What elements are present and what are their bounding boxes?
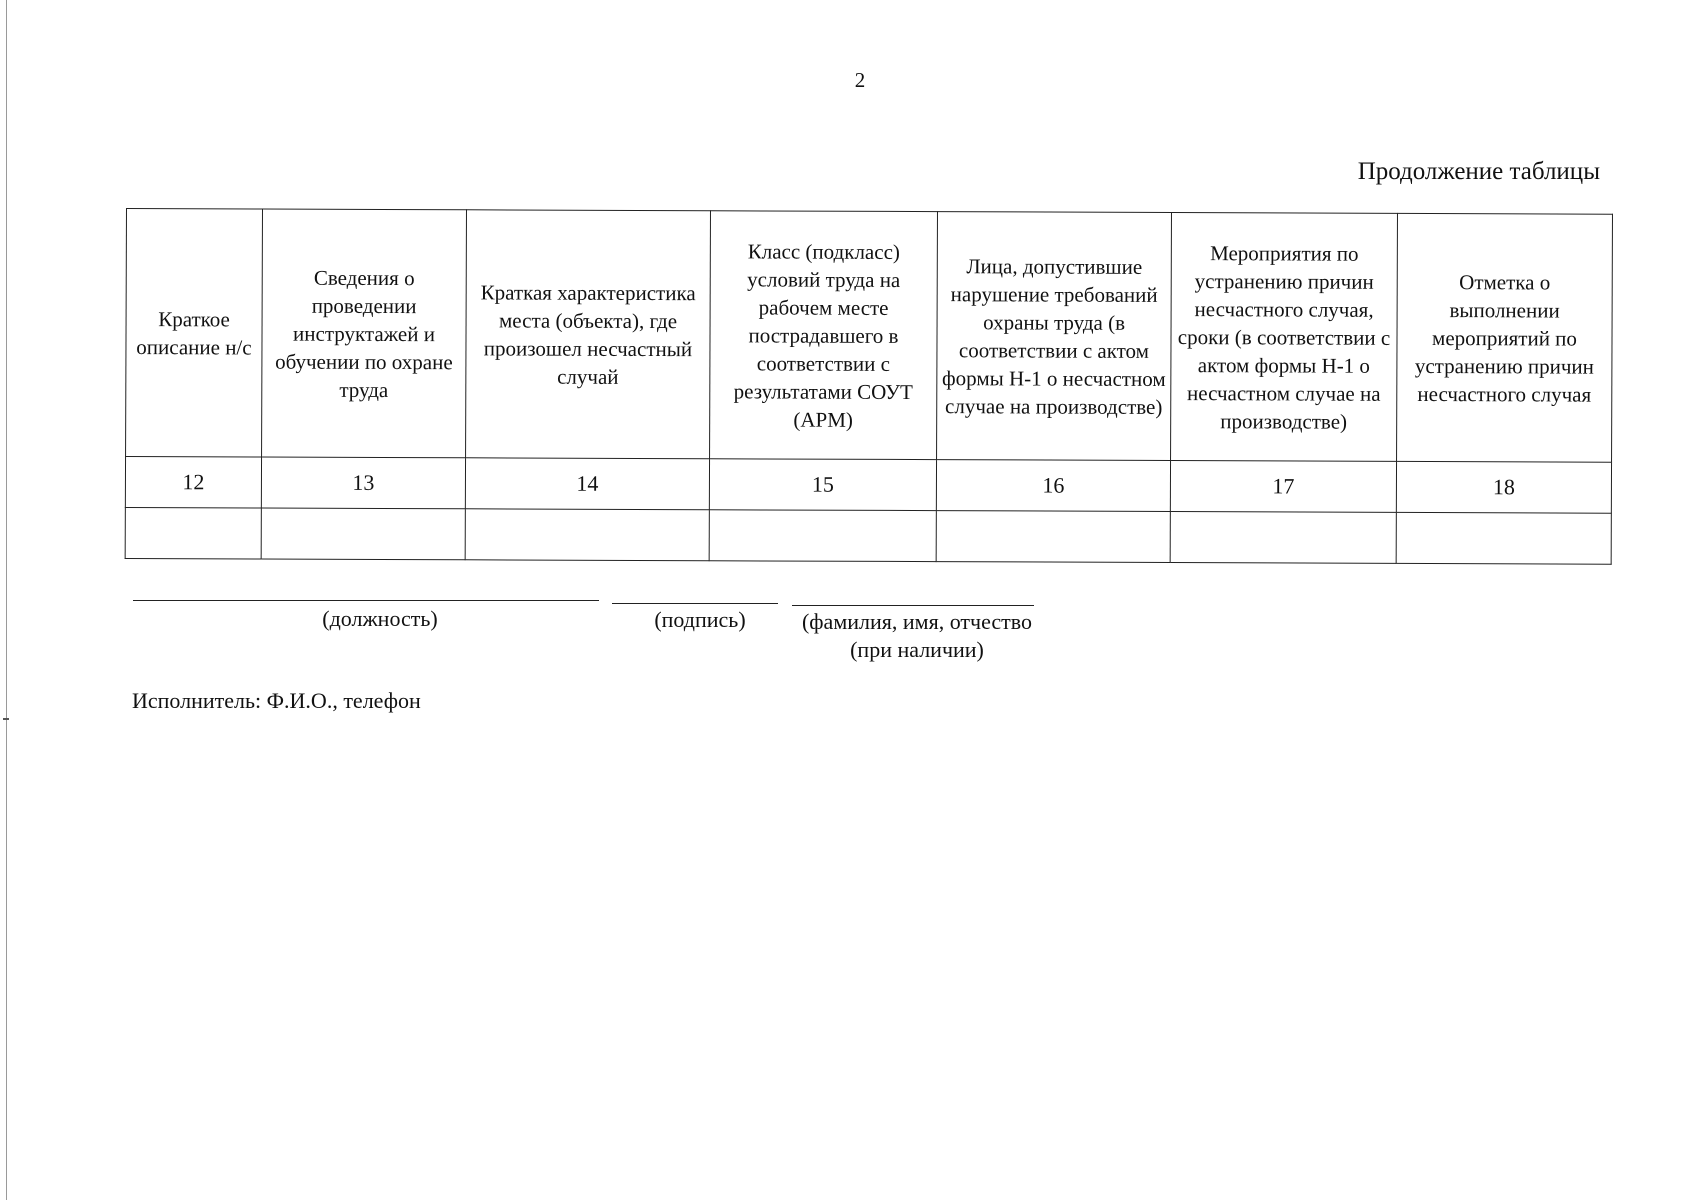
header-cell: Отметка о выполнении мероприятий по устранению причин несчастного случая: [1397, 213, 1613, 462]
name-caption-line1: (фамилия, имя, отчество: [801, 609, 1033, 634]
column-number-cell: 16: [936, 460, 1170, 512]
column-number-row: [125, 457, 1611, 514]
header-cell: Краткая характеристика места (объекта), где произошел несчастный случай: [466, 210, 711, 459]
column-number-cell: 15: [709, 459, 936, 511]
empty-cell: [709, 510, 936, 562]
executor-line: Исполнитель: Ф.И.О., телефон: [132, 688, 421, 713]
name-signature-line: [792, 605, 1034, 606]
column-number-cell: 14: [465, 458, 709, 510]
table-row: [125, 507, 1611, 564]
header-cell: Мероприятия по устранению причин несчастного случая, сроки (в соответствии с актом формы Н-1 о несчастном случае на производстве): [1171, 213, 1398, 462]
column-number-cell: 17: [1170, 461, 1396, 513]
header-cell: Класс (подкласс) условий труда на рабочем месте пострадавшего в соответствии с результатами СОУТ (АРМ): [710, 211, 938, 460]
accident-table: [125, 208, 1613, 565]
empty-cell: [936, 511, 1170, 563]
signature-caption: (подпись): [654, 607, 746, 632]
header-cell: Краткое описание н/с: [126, 209, 263, 458]
empty-cell: [1396, 512, 1611, 564]
column-number-cell: 13: [261, 457, 465, 509]
page-number: 2: [854, 68, 866, 92]
empty-cell: [465, 509, 709, 561]
empty-cell: [261, 508, 465, 560]
table-header-row: [126, 209, 1613, 463]
signature-line: [612, 603, 778, 604]
header-cell: Сведения о проведении инструктажей и обучении по охране труда: [262, 209, 467, 458]
column-number-cell: 12: [125, 457, 261, 509]
header-cell: Лица, допустившие нарушение требований охраны труда (в соответствии с актом формы Н-1 о несчастном случае на производстве): [937, 212, 1172, 461]
scan-mark: [3, 718, 9, 720]
position-signature-line: [133, 600, 599, 601]
scan-edge: [6, 0, 7, 1200]
table-continuation-label: Продолжение таблицы: [1357, 158, 1600, 185]
position-caption: (должность): [322, 606, 438, 631]
empty-cell: [125, 507, 261, 559]
name-caption-line2: (при наличии): [850, 637, 984, 662]
empty-cell: [1170, 512, 1396, 564]
column-number-cell: 18: [1396, 461, 1611, 513]
